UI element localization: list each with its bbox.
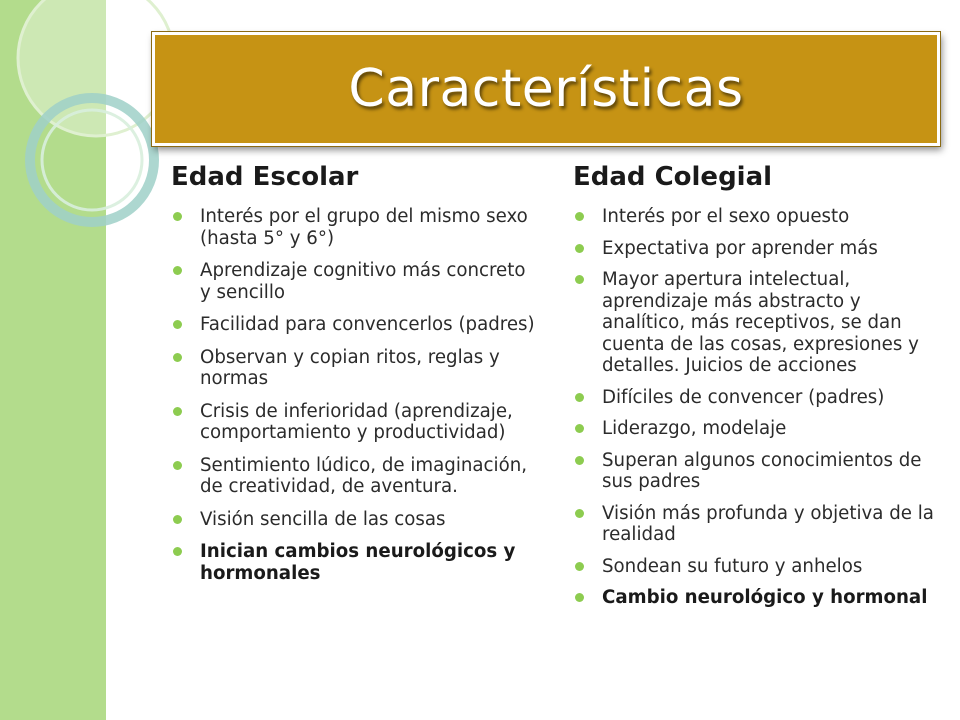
bullet-icon (575, 424, 584, 433)
list-item: Interés por el grupo del mismo sexo (hasta 5° y 6°) (171, 206, 541, 249)
bullet-icon (575, 593, 584, 602)
list-item: Crisis de inferioridad (aprendizaje, comportamiento y productividad) (171, 401, 541, 444)
list-item: Sentimiento lúdico, de imaginación, de creatividad, de aventura. (171, 455, 541, 498)
slide-title: Características (348, 59, 744, 119)
list-item: Observan y copian ritos, reglas y normas (171, 347, 541, 390)
bullet-list (171, 206, 541, 584)
column-heading: Edad Colegial (573, 162, 773, 192)
bullet-icon (173, 461, 182, 470)
bullet-icon (575, 562, 584, 571)
list-item: Visión sencilla de las cosas (171, 509, 541, 531)
bullet-icon (575, 212, 584, 221)
bullet-list (573, 206, 935, 609)
list-item: Mayor apertura intelectual, aprendizaje más abstracto y analítico, más receptivos, se dan cuenta de las cosas, expresiones y detalles. Juicios de acciones (573, 269, 935, 377)
list-item: Facilidad para convencerlos (padres) (171, 314, 541, 336)
list-item: Visión más profunda y objetiva de la realidad (573, 503, 935, 546)
list-item: Aprendizaje cognitivo más concreto y sencillo (171, 260, 541, 303)
bullet-icon (173, 212, 182, 221)
list-item: Liderazgo, modelaje (573, 418, 935, 440)
list-item: Difíciles de convencer (padres) (573, 387, 935, 409)
list-item: Interés por el sexo opuesto (573, 206, 935, 228)
column-edad-colegial (573, 160, 935, 619)
list-item: Sondean su futuro y anhelos (573, 556, 935, 578)
list-item: Inician cambios neurológicos y hormonales (171, 541, 541, 584)
column-edad-escolar (171, 160, 541, 595)
list-item: Expectativa por aprender más (573, 238, 935, 260)
bullet-icon (173, 353, 182, 362)
list-item: Superan algunos conocimientos de sus padres (573, 450, 935, 493)
column-heading: Edad Escolar (171, 162, 359, 192)
bullet-icon (575, 456, 584, 465)
bullet-icon (173, 515, 182, 524)
bullet-icon (575, 244, 584, 253)
deco-circle-large (18, 0, 174, 136)
title-bar (152, 32, 940, 146)
bullet-icon (173, 407, 182, 416)
bullet-icon (575, 393, 584, 402)
bullet-icon (173, 266, 182, 275)
bullet-icon (575, 275, 584, 284)
bullet-icon (575, 509, 584, 518)
bullet-icon (173, 320, 182, 329)
list-item: Cambio neurológico y hormonal (573, 587, 935, 609)
bullet-icon (173, 547, 182, 556)
